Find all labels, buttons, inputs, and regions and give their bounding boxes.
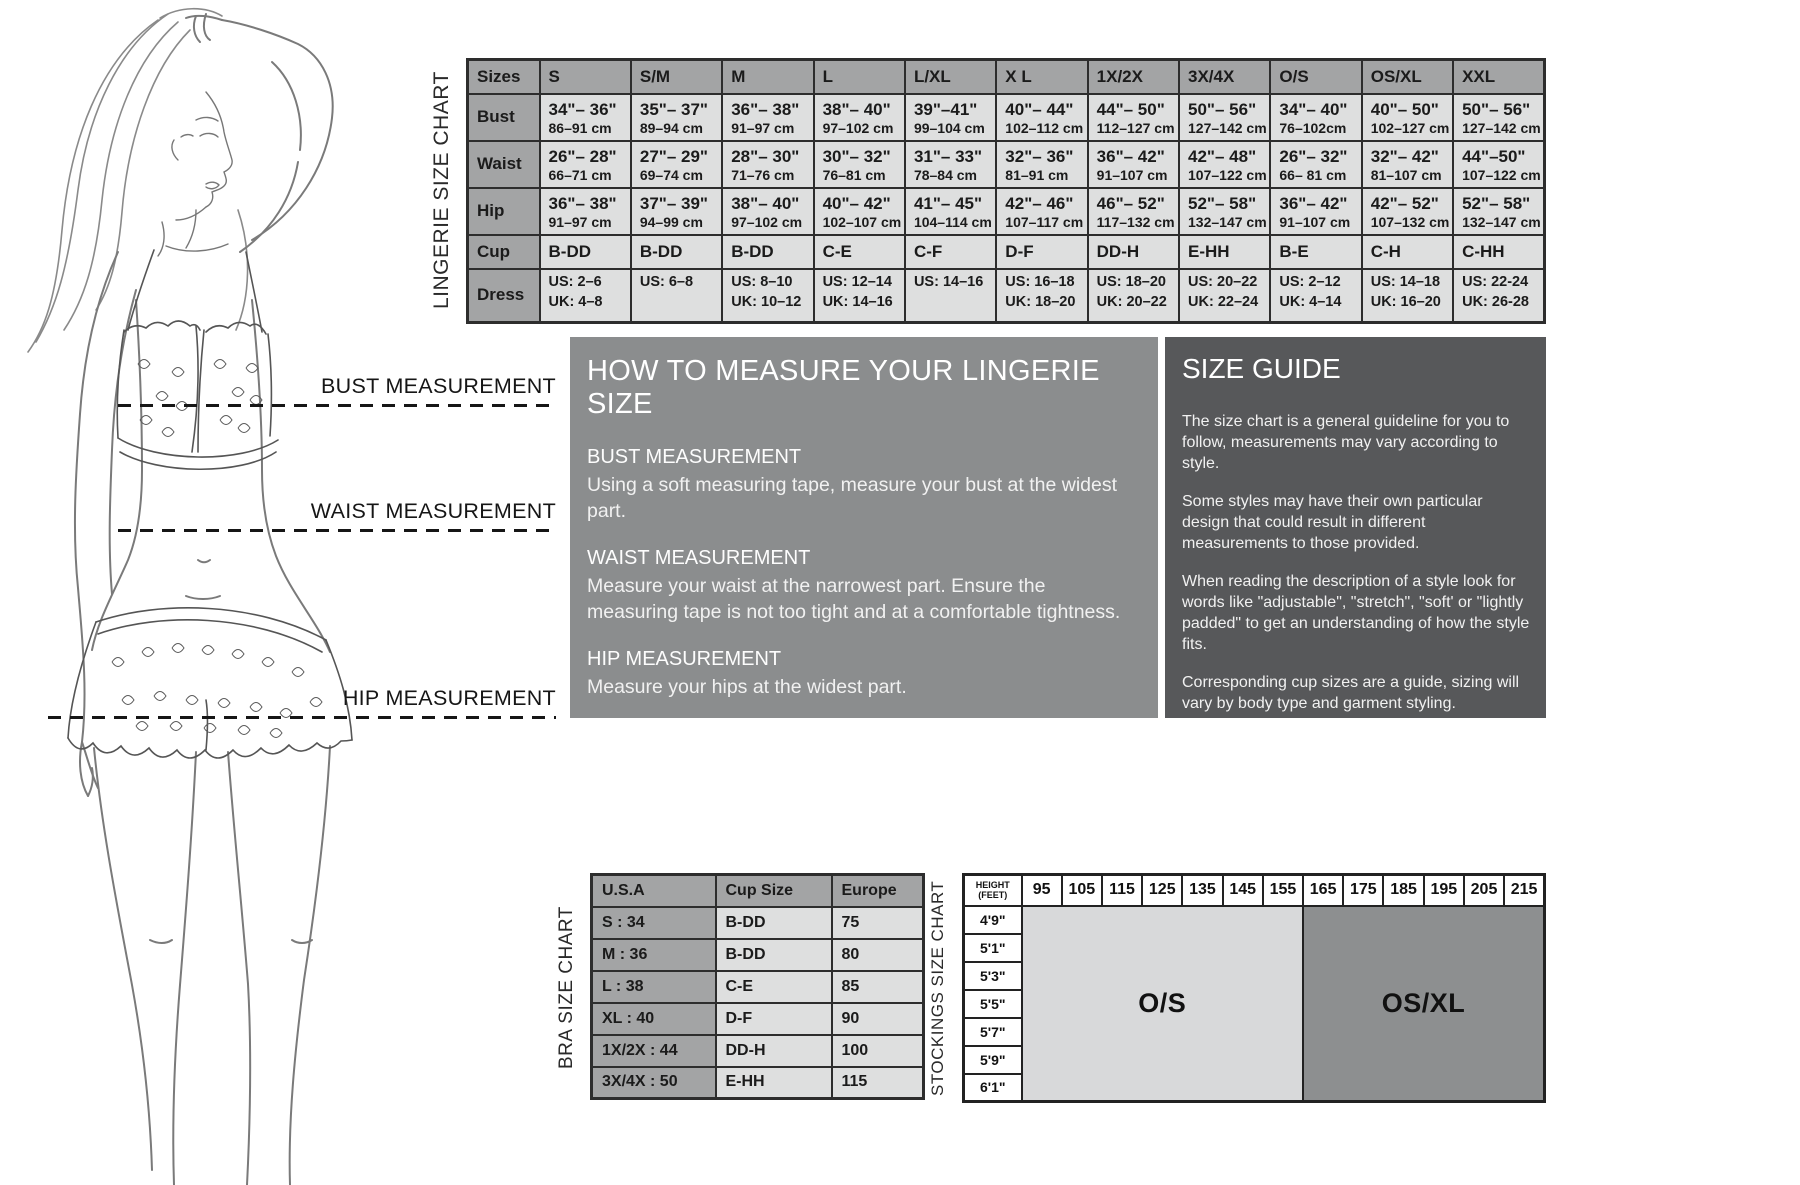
waist-inches: 27"– 29" bbox=[639, 146, 708, 166]
lingerie-dress-cell bbox=[905, 269, 996, 323]
lingerie-bust-cell bbox=[1453, 94, 1544, 141]
bra-cup-cell: D-F bbox=[716, 1003, 832, 1035]
woman-sketch-illustration bbox=[0, 0, 460, 1185]
hip-inches: 36"– 42" bbox=[1279, 193, 1348, 213]
stockings-header-row bbox=[964, 875, 1545, 906]
stockings-corner-line2: (FEET) bbox=[978, 890, 1008, 901]
stockings-column-header: 185 bbox=[1383, 875, 1423, 906]
bust-inches: 44"– 50" bbox=[1096, 99, 1165, 119]
lingerie-dress-cell bbox=[722, 269, 813, 323]
stockings-region-osxl: OS/XL bbox=[1303, 906, 1544, 1102]
lingerie-header-row bbox=[468, 60, 1545, 94]
bra-header-cell: Europe bbox=[832, 875, 924, 907]
waist-cm: 78–84 cm bbox=[913, 166, 977, 183]
waist-cm: 107–122 cm bbox=[1188, 166, 1267, 183]
stockings-column-header: 215 bbox=[1504, 875, 1544, 906]
lingerie-size-header: O/S bbox=[1270, 60, 1361, 94]
bra-usa-cell: L : 38 bbox=[592, 971, 716, 1003]
dress-us: US: 22-24 bbox=[1462, 273, 1529, 290]
lingerie-waist-cell bbox=[1179, 141, 1270, 188]
how-to-measure-title: HOW TO MEASURE YOUR LINGERIE SIZE bbox=[587, 355, 1100, 420]
dress-uk: UK: 18–20 bbox=[1005, 293, 1076, 310]
lingerie-size-header: XXL bbox=[1453, 60, 1544, 94]
stockings-height-cell: 6'1" bbox=[964, 1074, 1022, 1102]
stockings-column-header: 155 bbox=[1263, 875, 1303, 906]
bra-europe-cell: 85 bbox=[832, 971, 924, 1003]
stockings-column-header: 145 bbox=[1223, 875, 1263, 906]
lingerie-waist-cell bbox=[1088, 141, 1179, 188]
stockings-height-cell: 5'7" bbox=[964, 1018, 1022, 1046]
waist-inches: 42"– 48" bbox=[1188, 146, 1257, 166]
hip-cm: 107–132 cm bbox=[1370, 213, 1450, 230]
waist-inches: 31"– 33" bbox=[913, 146, 983, 166]
hip-cm: 97–102 cm bbox=[731, 213, 803, 230]
dress-us: US: 14–16 bbox=[913, 273, 984, 290]
lingerie-corner-cell: Sizes bbox=[468, 60, 540, 94]
stockings-region-os: O/S bbox=[1022, 906, 1304, 1102]
lingerie-bust-cell bbox=[814, 94, 905, 141]
stockings-column-header: 135 bbox=[1182, 875, 1222, 906]
waist-cm: 71–76 cm bbox=[731, 166, 795, 183]
lingerie-cup-cell: B-DD bbox=[631, 235, 722, 269]
lingerie-bust-cell bbox=[996, 94, 1087, 141]
bust-cm: 127–142 cm bbox=[1462, 119, 1541, 136]
hip-inches: 37"– 39" bbox=[639, 193, 708, 213]
lingerie-bust-cell bbox=[1088, 94, 1179, 141]
lingerie-waist-cell bbox=[540, 141, 631, 188]
lingerie-cup-row bbox=[468, 235, 1545, 269]
stockings-height-cell: 5'1" bbox=[964, 934, 1022, 962]
bra-europe-cell: 100 bbox=[832, 1035, 924, 1067]
bra-table-row bbox=[592, 971, 924, 1003]
dress-us: US: 16–18 bbox=[1005, 273, 1075, 290]
bust-inches: 50"– 56" bbox=[1188, 99, 1257, 119]
bust-measurement-callout bbox=[118, 374, 556, 407]
hip-inches: 42"– 46" bbox=[1005, 193, 1074, 213]
lingerie-bust-cell bbox=[1270, 94, 1361, 141]
lingerie-bust-row bbox=[468, 94, 1545, 141]
lingerie-hip-cell bbox=[1362, 188, 1453, 235]
bust-cm: 89–94 cm bbox=[639, 119, 703, 136]
lingerie-hip-row bbox=[468, 188, 1545, 235]
dress-uk: UK: 26-28 bbox=[1462, 293, 1529, 310]
hip-inches: 42"– 52" bbox=[1370, 193, 1439, 213]
lingerie-dress-cell bbox=[814, 269, 905, 323]
waist-measurement-label: WAIST MEASUREMENT bbox=[310, 499, 556, 523]
lingerie-dress-cell bbox=[1453, 269, 1544, 323]
bust-cm: 112–127 cm bbox=[1096, 119, 1175, 136]
lingerie-waist-row bbox=[468, 141, 1545, 188]
dress-us: US: 20–22 bbox=[1188, 273, 1258, 290]
dress-us: US: 18–20 bbox=[1096, 273, 1166, 290]
bust-cm: 91–97 cm bbox=[731, 119, 795, 136]
lingerie-row-label: Bust bbox=[468, 94, 540, 141]
bra-table-row bbox=[592, 939, 924, 971]
waist-measurement-callout bbox=[118, 499, 556, 532]
measure-section-body: Using a soft measuring tape, measure your bust at the widest part. bbox=[587, 474, 1118, 522]
lingerie-waist-cell bbox=[1270, 141, 1361, 188]
waist-cm: 107–122 cm bbox=[1462, 166, 1541, 183]
lingerie-hip-cell bbox=[1270, 188, 1361, 235]
bra-size-table bbox=[590, 873, 925, 1100]
hip-cm: 102–107 cm bbox=[822, 213, 902, 230]
hip-inches: 38"– 40" bbox=[731, 193, 800, 213]
hip-inches: 40"– 42" bbox=[822, 193, 891, 213]
lingerie-cup-cell: D-F bbox=[996, 235, 1087, 269]
stockings-corner-line1: HEIGHT bbox=[975, 880, 1010, 891]
stockings-row bbox=[964, 906, 1545, 934]
lingerie-row-label: Cup bbox=[468, 235, 540, 269]
lingerie-hip-cell bbox=[1088, 188, 1179, 235]
lingerie-dress-cell bbox=[996, 269, 1087, 323]
waist-inches: 32"– 36" bbox=[1005, 146, 1074, 166]
bra-chart-side-label: BRA SIZE CHART bbox=[556, 906, 577, 1070]
lingerie-cup-cell: E-HH bbox=[1179, 235, 1270, 269]
bust-inches: 34"– 36" bbox=[548, 99, 617, 119]
bra-cup-cell: C-E bbox=[716, 971, 832, 1003]
hip-inches: 52"– 58" bbox=[1188, 193, 1257, 213]
bra-table-row bbox=[592, 1067, 924, 1099]
lingerie-waist-cell bbox=[1453, 141, 1544, 188]
lingerie-hip-cell bbox=[631, 188, 722, 235]
size-guide-paragraph: The size chart is a general guideline for you to follow, measurements may vary according to style. bbox=[1182, 413, 1510, 472]
lingerie-size-header: 1X/2X bbox=[1088, 60, 1179, 94]
hip-cm: 104–114 cm bbox=[913, 213, 992, 230]
bust-inches: 35"– 37" bbox=[639, 99, 708, 119]
lingerie-hip-cell bbox=[814, 188, 905, 235]
lingerie-cup-cell: C-F bbox=[905, 235, 996, 269]
lingerie-dress-cell bbox=[1088, 269, 1179, 323]
waist-dashed-line bbox=[118, 529, 556, 532]
lingerie-size-header: S/M bbox=[631, 60, 722, 94]
dress-uk: UK: 22–24 bbox=[1188, 293, 1259, 310]
bust-inches: 38"– 40" bbox=[822, 99, 891, 119]
hip-measurement-callout bbox=[48, 686, 556, 719]
bust-inches: 39"–41" bbox=[913, 99, 978, 119]
bra-europe-cell: 90 bbox=[832, 1003, 924, 1035]
hip-cm: 132–147 cm bbox=[1462, 213, 1541, 230]
stockings-corner-cell bbox=[964, 875, 1022, 906]
hip-inches: 41"– 45" bbox=[913, 193, 983, 213]
bust-cm: 97–102 cm bbox=[822, 119, 894, 136]
hip-cm: 91–97 cm bbox=[548, 213, 612, 230]
bra-usa-cell: 1X/2X : 44 bbox=[592, 1035, 716, 1067]
lingerie-cup-cell: C-HH bbox=[1453, 235, 1544, 269]
lingerie-cup-cell: C-E bbox=[814, 235, 905, 269]
dress-uk: UK: 20–22 bbox=[1096, 293, 1167, 310]
bust-inches: 40"– 50" bbox=[1370, 99, 1439, 119]
lingerie-cup-cell: DD-H bbox=[1088, 235, 1179, 269]
measure-sections bbox=[587, 446, 1128, 700]
dress-uk: UK: 4–14 bbox=[1279, 293, 1342, 310]
stockings-height-cell: 5'9" bbox=[964, 1046, 1022, 1074]
waist-inches: 30"– 32" bbox=[822, 146, 891, 166]
measure-section-heading: WAIST MEASUREMENT bbox=[587, 547, 811, 569]
bra-table-row bbox=[592, 907, 924, 939]
lingerie-size-header: L/XL bbox=[905, 60, 996, 94]
dress-us: US: 12–14 bbox=[822, 273, 892, 290]
lingerie-cup-cell: B-E bbox=[1270, 235, 1361, 269]
lingerie-cup-cell: B-DD bbox=[540, 235, 631, 269]
waist-inches: 36"– 42" bbox=[1096, 146, 1165, 166]
bra-header-cell: Cup Size bbox=[716, 875, 832, 907]
lingerie-bust-cell bbox=[905, 94, 996, 141]
lingerie-bust-cell bbox=[540, 94, 631, 141]
stockings-column-header: 195 bbox=[1424, 875, 1464, 906]
stockings-column-header: 115 bbox=[1102, 875, 1142, 906]
dress-us: US: 2–12 bbox=[1279, 273, 1341, 290]
bust-inches: 40"– 44" bbox=[1005, 99, 1074, 119]
lingerie-size-header: L bbox=[814, 60, 905, 94]
lingerie-dress-cell bbox=[631, 269, 722, 323]
waist-cm: 91–107 cm bbox=[1096, 166, 1168, 183]
measure-section bbox=[587, 648, 1128, 700]
waist-cm: 76–81 cm bbox=[822, 166, 886, 183]
waist-inches: 26"– 32" bbox=[1279, 146, 1348, 166]
bust-measurement-label: BUST MEASUREMENT bbox=[321, 374, 556, 398]
lingerie-waist-cell bbox=[996, 141, 1087, 188]
bust-cm: 102–127 cm bbox=[1370, 119, 1450, 136]
lingerie-cup-cell: B-DD bbox=[722, 235, 813, 269]
lingerie-waist-cell bbox=[722, 141, 813, 188]
bust-cm: 99–104 cm bbox=[913, 119, 985, 136]
lingerie-row-label: Dress bbox=[468, 269, 540, 323]
waist-cm: 66–71 cm bbox=[548, 166, 612, 183]
dress-us: US: 8–10 bbox=[731, 273, 793, 290]
size-guide-paragraphs bbox=[1182, 411, 1533, 714]
dress-us: US: 2–6 bbox=[548, 273, 602, 290]
lingerie-dress-cell bbox=[540, 269, 631, 323]
size-guide-panel bbox=[1165, 337, 1546, 718]
bust-inches: 50"– 56" bbox=[1462, 99, 1531, 119]
lingerie-row-label: Waist bbox=[468, 141, 540, 188]
waist-cm: 66– 81 cm bbox=[1279, 166, 1347, 183]
size-guide-paragraph: When reading the description of a style look for words like "adjustable", "stretch", "soft' or "lightly padded" to get an understanding of how the style fits. bbox=[1182, 573, 1530, 653]
waist-inches: 44"–50" bbox=[1462, 146, 1526, 166]
lingerie-row-label: Hip bbox=[468, 188, 540, 235]
hip-inches: 46"– 52" bbox=[1096, 193, 1165, 213]
lingerie-bust-cell bbox=[631, 94, 722, 141]
measure-section bbox=[587, 547, 1128, 625]
dress-uk: UK: 4–8 bbox=[548, 293, 603, 310]
lingerie-hip-cell bbox=[540, 188, 631, 235]
lingerie-bust-cell bbox=[1362, 94, 1453, 141]
stockings-column-header: 165 bbox=[1303, 875, 1343, 906]
bust-cm: 102–112 cm bbox=[1005, 119, 1084, 136]
dress-uk: UK: 14–16 bbox=[822, 293, 893, 310]
stockings-height-cell: 5'5" bbox=[964, 990, 1022, 1018]
lingerie-hip-cell bbox=[722, 188, 813, 235]
bra-europe-cell: 115 bbox=[832, 1067, 924, 1099]
lingerie-dress-row bbox=[468, 269, 1545, 323]
size-guide-paragraph: Some styles may have their own particular design that could result in different measurements to those provided. bbox=[1182, 493, 1483, 552]
lingerie-waist-cell bbox=[905, 141, 996, 188]
measure-section-body: Measure your waist at the narrowest part. Ensure the measuring tape is not too tight and at a comfortable tightness. bbox=[587, 575, 1121, 623]
waist-cm: 69–74 cm bbox=[639, 166, 703, 183]
lingerie-waist-cell bbox=[631, 141, 722, 188]
dress-us: US: 6–8 bbox=[639, 273, 694, 290]
waist-inches: 26"– 28" bbox=[548, 146, 617, 166]
bra-europe-cell: 75 bbox=[832, 907, 924, 939]
bust-dashed-line bbox=[118, 404, 556, 407]
dress-uk: UK: 10–12 bbox=[731, 293, 802, 310]
bust-cm: 86–91 cm bbox=[548, 119, 612, 136]
bust-inches: 36"– 38" bbox=[731, 99, 800, 119]
lingerie-waist-cell bbox=[814, 141, 905, 188]
hip-cm: 107–117 cm bbox=[1005, 213, 1084, 230]
waist-cm: 81–91 cm bbox=[1005, 166, 1069, 183]
measure-section-heading: BUST MEASUREMENT bbox=[587, 446, 802, 468]
lingerie-size-header: 3X/4X bbox=[1179, 60, 1270, 94]
size-guide-title: SIZE GUIDE bbox=[1182, 353, 1341, 384]
lingerie-cup-cell: C-H bbox=[1362, 235, 1453, 269]
bra-header-cell: U.S.A bbox=[592, 875, 716, 907]
lingerie-chart-side-label: LINGERIE SIZE CHART bbox=[430, 71, 453, 309]
hip-cm: 91–107 cm bbox=[1279, 213, 1351, 230]
dress-uk: UK: 16–20 bbox=[1370, 293, 1441, 310]
stockings-column-header: 95 bbox=[1022, 875, 1062, 906]
bra-header-row bbox=[592, 875, 924, 907]
hip-dashed-line bbox=[48, 716, 556, 719]
lingerie-size-header: OS/XL bbox=[1362, 60, 1453, 94]
stockings-height-cell: 4'9" bbox=[964, 906, 1022, 934]
stockings-column-header: 105 bbox=[1062, 875, 1102, 906]
stockings-column-header: 175 bbox=[1343, 875, 1383, 906]
hip-measurement-label: HIP MEASUREMENT bbox=[342, 686, 556, 710]
stockings-chart-side-label: STOCKINGS SIZE CHART bbox=[928, 880, 947, 1096]
lingerie-dress-cell bbox=[1179, 269, 1270, 323]
lingerie-hip-cell bbox=[996, 188, 1087, 235]
how-to-measure-panel bbox=[570, 337, 1158, 718]
lingerie-size-header: S bbox=[540, 60, 631, 94]
bust-cm: 76–102cm bbox=[1279, 119, 1347, 136]
lingerie-bust-cell bbox=[1179, 94, 1270, 141]
stockings-height-cell: 5'3" bbox=[964, 962, 1022, 990]
lingerie-dress-cell bbox=[1270, 269, 1361, 323]
bra-cup-cell: DD-H bbox=[716, 1035, 832, 1067]
bra-cup-cell: E-HH bbox=[716, 1067, 832, 1099]
bra-usa-cell: M : 36 bbox=[592, 939, 716, 971]
measure-section-body: Measure your hips at the widest part. bbox=[587, 676, 907, 698]
stockings-column-header: 125 bbox=[1142, 875, 1182, 906]
bust-inches: 34"– 40" bbox=[1279, 99, 1348, 119]
hip-cm: 94–99 cm bbox=[639, 213, 703, 230]
bra-table-row bbox=[592, 1003, 924, 1035]
measure-section-heading: HIP MEASUREMENT bbox=[587, 648, 782, 670]
waist-cm: 81–107 cm bbox=[1370, 166, 1442, 183]
stockings-size-table bbox=[962, 873, 1546, 1103]
dress-us: US: 14–18 bbox=[1370, 273, 1441, 290]
bra-cup-cell: B-DD bbox=[716, 907, 832, 939]
bra-europe-cell: 80 bbox=[832, 939, 924, 971]
bra-table-row bbox=[592, 1035, 924, 1067]
lingerie-bust-cell bbox=[722, 94, 813, 141]
measure-section bbox=[587, 446, 1128, 524]
stockings-column-header: 205 bbox=[1464, 875, 1504, 906]
bra-usa-cell: S : 34 bbox=[592, 907, 716, 939]
lingerie-dress-cell bbox=[1362, 269, 1453, 323]
bust-cm: 127–142 cm bbox=[1188, 119, 1267, 136]
lingerie-waist-cell bbox=[1362, 141, 1453, 188]
waist-inches: 28"– 30" bbox=[731, 146, 800, 166]
hip-cm: 117–132 cm bbox=[1096, 213, 1175, 230]
hip-inches: 52"– 58" bbox=[1462, 193, 1531, 213]
bra-cup-cell: B-DD bbox=[716, 939, 832, 971]
hip-cm: 132–147 cm bbox=[1188, 213, 1267, 230]
bra-usa-cell: 3X/4X : 50 bbox=[592, 1067, 716, 1099]
hip-inches: 36"– 38" bbox=[548, 193, 617, 213]
lingerie-size-header: M bbox=[722, 60, 813, 94]
bra-usa-cell: XL : 40 bbox=[592, 1003, 716, 1035]
lingerie-hip-cell bbox=[1179, 188, 1270, 235]
lingerie-hip-cell bbox=[1453, 188, 1544, 235]
lingerie-size-header: X L bbox=[996, 60, 1087, 94]
size-guide-paragraph: Corresponding cup sizes are a guide, sizing will vary by body type and garment styling. bbox=[1182, 674, 1520, 712]
lingerie-hip-cell bbox=[905, 188, 996, 235]
lingerie-size-table bbox=[466, 58, 1546, 324]
waist-inches: 32"– 42" bbox=[1370, 146, 1439, 166]
